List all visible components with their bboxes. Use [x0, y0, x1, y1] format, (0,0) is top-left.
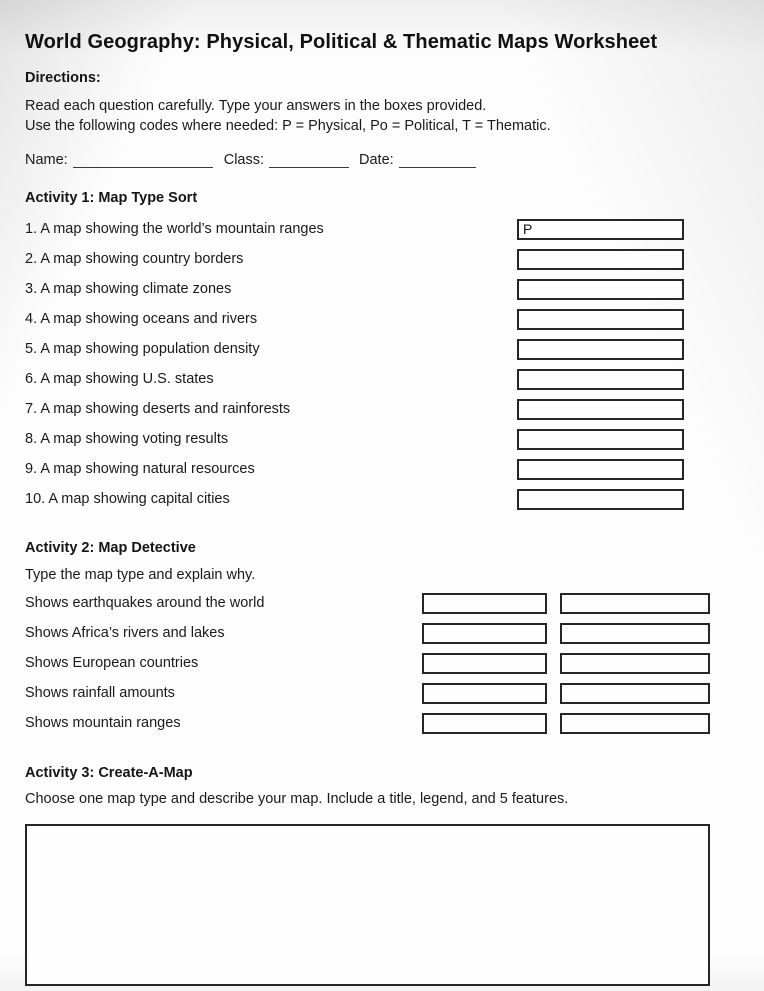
activity1-answer-input[interactable] [517, 279, 684, 300]
activity1-answer-input[interactable] [517, 459, 684, 480]
activity2-item-label: Shows rainfall amounts [25, 685, 175, 701]
directions-line-2: Use the following codes where needed: P = Physical, Po = Political, T = Thematic. [25, 118, 551, 134]
activity1-answer-input[interactable] [517, 399, 684, 420]
class-blank[interactable] [269, 152, 349, 168]
student-info-row [25, 148, 739, 168]
activity2-row [25, 648, 710, 678]
date-label: Date: [359, 152, 394, 168]
activity2-type-input[interactable] [422, 653, 547, 674]
activity2-heading: Activity 2: Map Detective [25, 540, 196, 556]
activity2-why-input[interactable] [560, 653, 710, 674]
activity3-heading: Activity 3: Create-A-Map [25, 765, 193, 781]
activity2-type-input[interactable] [422, 713, 547, 734]
activity1-answer-input[interactable] [517, 219, 684, 240]
activity1-answer-input[interactable] [517, 339, 684, 360]
name-label: Name: [25, 152, 68, 168]
activity2-item-label: Shows Africa’s rivers and lakes [25, 625, 225, 641]
activity1-item-label: 1. A map showing the world’s mountain ranges [25, 221, 324, 237]
activity1-row [25, 454, 684, 484]
activity1-row [25, 304, 684, 334]
activity2-list [25, 588, 710, 738]
activity1-item-label: 2. A map showing country borders [25, 251, 244, 267]
class-label: Class: [223, 152, 265, 168]
activity2-row [25, 678, 710, 708]
directions-line-1: Read each question carefully. Type your answers in the boxes provided. [25, 98, 487, 114]
activity1-row [25, 244, 684, 274]
activity1-row [25, 364, 684, 394]
date-blank[interactable] [399, 152, 476, 168]
activity2-why-input[interactable] [560, 593, 710, 614]
activity1-item-label: 8. A map showing voting results [25, 431, 229, 447]
activity1-answer-input[interactable] [517, 249, 684, 270]
activity1-answer-input[interactable] [517, 429, 684, 450]
activity2-row [25, 618, 710, 648]
activity1-item-label: 3. A map showing climate zones [25, 281, 232, 297]
activity2-row [25, 588, 710, 618]
activity2-why-input[interactable] [560, 683, 710, 704]
activity1-item-label: 7. A map showing deserts and rainforests [25, 401, 291, 417]
activity3-response-textarea[interactable] [25, 824, 710, 986]
activity1-answer-input[interactable] [517, 369, 684, 390]
activity2-type-input[interactable] [422, 623, 547, 644]
activity2-item-label: Shows earthquakes around the world [25, 595, 265, 611]
activity2-why-input[interactable] [560, 623, 710, 644]
directions-text [25, 96, 739, 136]
activity2-type-input[interactable] [422, 683, 547, 704]
activity2-item-label: Shows European countries [25, 655, 199, 671]
activity1-row [25, 484, 684, 514]
activity1-item-label: 10. A map showing capital cities [25, 491, 230, 507]
activity2-type-input[interactable] [422, 593, 547, 614]
activity1-row [25, 274, 684, 304]
activity1-row [25, 424, 684, 454]
activity1-row [25, 334, 684, 364]
page-title: World Geography: Physical, Political & Thematic Maps Worksheet [25, 31, 658, 53]
activity2-why-input[interactable] [560, 713, 710, 734]
activity1-list [25, 214, 684, 514]
activity1-item-label: 4. A map showing oceans and rivers [25, 311, 258, 327]
activity1-item-label: 5. A map showing population density [25, 341, 260, 357]
activity1-item-label: 9. A map showing natural resources [25, 461, 255, 477]
worksheet-page [0, 30, 764, 991]
activity2-row [25, 708, 710, 738]
directions-heading: Directions: [25, 70, 101, 86]
activity1-answer-input[interactable] [517, 309, 684, 330]
activity3-instruction: Choose one map type and describe your map. Include a title, legend, and 5 features. [25, 791, 569, 807]
activity1-row [25, 394, 684, 424]
activity2-item-label: Shows mountain ranges [25, 715, 181, 731]
activity1-answer-input[interactable] [517, 489, 684, 510]
activity1-row [25, 214, 684, 244]
activity2-instruction: Type the map type and explain why. [25, 567, 256, 583]
activity1-heading: Activity 1: Map Type Sort [25, 190, 198, 206]
activity1-item-label: 6. A map showing U.S. states [25, 371, 214, 387]
name-blank[interactable] [73, 152, 213, 168]
